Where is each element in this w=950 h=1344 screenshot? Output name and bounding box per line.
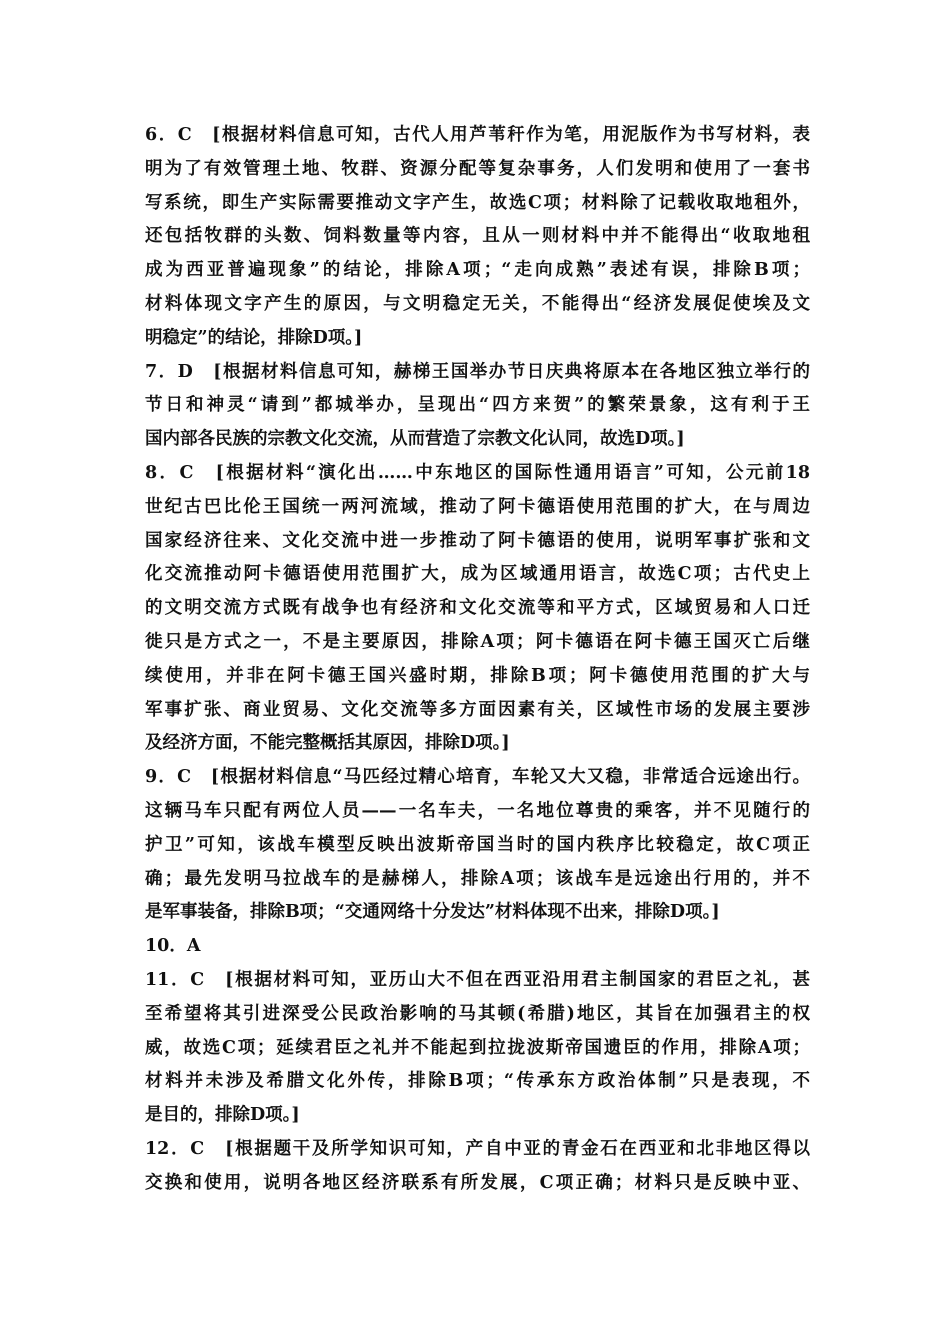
text-line: 11．C [根据材料可知，亚历山大不但在西亚沿用君主制国家的君臣之礼，甚 [145, 969, 810, 990]
answer-12 [145, 1133, 810, 1201]
text-line: 续使用，并非在阿卡德王国兴盛时期，排除B项；阿卡德使用范围的扩大与 [145, 665, 810, 686]
text-line: 10．A [145, 936, 201, 957]
text-line: 写系统，即生产实际需要推动文字产生，故选C项；材料除了记载收取地租外， [145, 192, 810, 213]
text-line: 8．C [根据材料“演化出……中东地区的国际性通用语言”可知，公元前18 [145, 462, 810, 483]
text-line: 至希望将其引进深受公民政治影响的马其顿(希腊)地区，其旨在加强君主的权 [145, 1003, 810, 1024]
text-line: 及经济方面，不能完整概括其原因，排除D项。] [145, 733, 510, 754]
text-line: 国家经济往来、文化交流中进一步推动了阿卡德语的使用，说明军事扩张和文 [145, 530, 810, 551]
answer-8 [145, 457, 810, 761]
text-line: 成为西亚普遍现象”的结论，排除A项；“走向成熟”表述有误，排除B项； [145, 260, 810, 281]
text-line: 是军事装备，排除B项；“交通网络十分发达”材料体现不出来，排除D项。] [145, 902, 720, 923]
answer-6 [145, 119, 810, 356]
text-line: 还包括牧群的头数、饲料数量等内容，且从一则材料中并不能得出“收取地租 [145, 226, 810, 247]
answer-7 [145, 356, 810, 457]
text-line: 9．C [根据材料信息“马匹经过精心培育，车轮又大又稳，非常适合远途出行。 [145, 767, 810, 788]
answer-text-block [145, 119, 810, 1201]
text-line: 国内部各民族的宗教文化交流，从而营造了宗教文化认同，故选D项。] [145, 429, 685, 450]
text-line: 确；最先发明马拉战车的是赫梯人，排除A项；该战车是远途出行用的，并不 [145, 868, 810, 889]
answer-9 [145, 761, 810, 930]
text-line: 化交流推动阿卡德语使用范围扩大，成为区域通用语言，故选C项；古代史上 [145, 564, 810, 585]
text-line: 材料体现文字产生的原因，与文明稳定无关，不能得出“经济发展促使埃及文 [145, 293, 810, 314]
answer-10 [145, 930, 810, 964]
text-line: 威，故选C项；延续君臣之礼并不能起到拉拢波斯帝国遗臣的作用，排除A项； [145, 1037, 810, 1058]
text-line: 明为了有效管理土地、牧群、资源分配等复杂事务，人们发明和使用了一套书 [145, 158, 810, 179]
text-line: 交换和使用，说明各地区经济联系有所发展，C项正确；材料只是反映中亚、 [145, 1172, 810, 1193]
text-line: 节日和神灵“请到”都城举办，呈现出“四方来贺”的繁荣景象，这有利于王 [145, 395, 810, 416]
text-line: 材料并未涉及希腊文化外传，排除B项；“传承东方政治体制”只是表现，不 [145, 1071, 810, 1092]
answer-11 [145, 964, 810, 1133]
text-line: 的文明交流方式既有战争也有经济和文化交流等和平方式，区域贸易和人口迁 [145, 598, 810, 619]
text-line: 6．C [根据材料信息可知，古代人用芦苇秆作为笔，用泥版作为书写材料，表 [145, 125, 810, 145]
text-line: 军事扩张、商业贸易、文化交流等多方面因素有关，区域性市场的发展主要涉 [145, 699, 810, 720]
text-line: 明稳定”的结论，排除D项。] [145, 327, 363, 348]
text-line: 徙只是方式之一，不是主要原因，排除A项；阿卡德语在阿卡德王国灭亡后继 [145, 631, 810, 652]
text-line: 世纪古巴比伦王国统一两河流域，推动了阿卡德语使用范围的扩大，在与周边 [145, 496, 810, 517]
text-line: 12．C [根据题干及所学知识可知，产自中亚的青金石在西亚和北非地区得以 [145, 1138, 810, 1159]
text-line: 这辆马车只配有两位人员——一名车夫，一名地位尊贵的乘客，并不见随行的 [145, 800, 810, 821]
text-line: 是目的，排除D项。] [145, 1105, 300, 1126]
text-line: 护卫”可知，该战车模型反映出波斯帝国当时的国内秩序比较稳定，故C项正 [145, 834, 810, 855]
text-line: 7．D [根据材料信息可知，赫梯王国举办节日庆典将原本在各地区独立举行的 [145, 361, 810, 382]
